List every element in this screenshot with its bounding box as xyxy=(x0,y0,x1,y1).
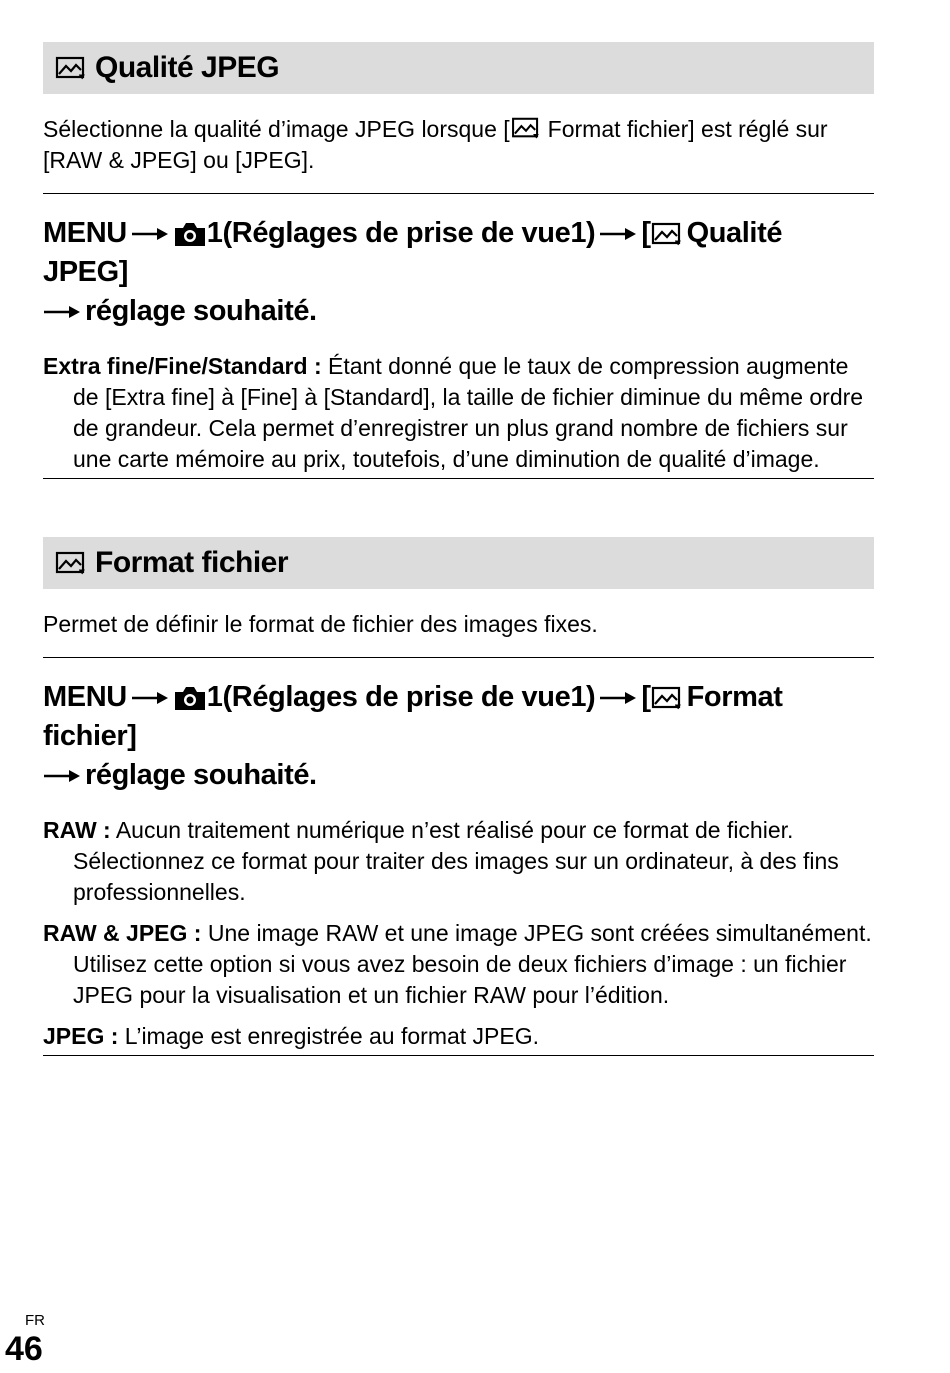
menu-desired-setting: réglage souhaité. xyxy=(85,295,317,327)
right-arrow-icon xyxy=(131,690,169,706)
options-list xyxy=(43,815,874,1052)
section-title: Qualité JPEG xyxy=(95,51,280,84)
right-arrow-icon xyxy=(599,690,637,706)
option-desc: Étant donné que le taux de compression augmente de [Extra fine] à [Fine] à [Standard], la taille de fichier diminue du même ordre de grandeur. Cela permet d’enregistrer un plus grand nombre de fichiers sur une carte mémoire au prix, toutefois, d’une diminution de qualité d’image. xyxy=(73,353,864,472)
menu-bracket: [ xyxy=(641,217,651,249)
options-list xyxy=(43,351,874,475)
divider xyxy=(43,193,874,194)
menu-item: Qualité JPEG] xyxy=(43,217,783,288)
menu-item: Format fichier] xyxy=(43,681,783,752)
camera-icon xyxy=(173,220,207,248)
divider xyxy=(43,657,874,658)
camera-icon xyxy=(173,684,207,712)
option-item xyxy=(43,815,874,908)
option-label: RAW & JPEG : xyxy=(43,920,202,946)
section-title-bar xyxy=(43,42,874,94)
option-label: RAW : xyxy=(43,817,111,843)
option-item xyxy=(43,1021,874,1052)
divider xyxy=(43,1055,874,1056)
menu-path xyxy=(43,678,874,795)
intro-text-b: Format fichier] est réglé sur [RAW & JPEG] ou [JPEG]. xyxy=(43,116,828,173)
menu-path xyxy=(43,214,874,331)
option-label: Extra fine/Fine/Standard : xyxy=(43,353,322,379)
option-desc: L’image est enregistrée au format JPEG. xyxy=(118,1023,540,1049)
option-item xyxy=(43,918,874,1011)
page-footer xyxy=(5,1312,45,1367)
section-title-bar xyxy=(43,537,874,589)
still-image-icon xyxy=(651,685,683,711)
right-arrow-icon xyxy=(43,304,81,320)
menu-bracket: [ xyxy=(641,681,651,713)
menu-desired-setting: réglage souhaité. xyxy=(85,759,317,791)
still-image-icon xyxy=(55,550,87,576)
still-image-icon xyxy=(55,55,87,81)
right-arrow-icon xyxy=(599,226,637,242)
option-item xyxy=(43,351,874,475)
option-desc: Aucun traitement numérique n’est réalisé pour ce format de fichier. Sélectionnez ce format pour traiter des images sur un ordinateur, à des fins professionnelles. xyxy=(73,817,839,905)
still-image-icon xyxy=(651,221,683,247)
menu-shooting-settings: 1(Réglages de prise de vue1) xyxy=(206,681,596,713)
option-desc: Une image RAW et une image JPEG sont créées simultanément. Utilisez cette option si vous avez besoin de deux fichiers d’image : un fichier JPEG pour la visualisation et un fichier RAW pour l’édition. xyxy=(73,920,872,1008)
menu-shooting-settings: 1(Réglages de prise de vue1) xyxy=(206,217,596,249)
menu-label: MENU xyxy=(43,217,127,249)
page-number: 46 xyxy=(5,1330,43,1368)
section-intro xyxy=(43,609,874,640)
section-jpeg-quality xyxy=(43,42,874,479)
page-language: FR xyxy=(25,1312,45,1329)
right-arrow-icon xyxy=(43,768,81,784)
divider xyxy=(43,478,874,479)
section-intro xyxy=(43,114,874,176)
section-file-format xyxy=(43,537,874,1056)
option-label: JPEG : xyxy=(43,1023,119,1049)
intro-text: Permet de définir le format de fichier des images fixes. xyxy=(43,611,598,637)
menu-label: MENU xyxy=(43,681,127,713)
right-arrow-icon xyxy=(131,226,169,242)
section-title: Format fichier xyxy=(95,546,289,579)
still-image-icon xyxy=(510,116,542,140)
intro-text-a: Sélectionne la qualité d’image JPEG lorsque [ xyxy=(43,116,510,142)
